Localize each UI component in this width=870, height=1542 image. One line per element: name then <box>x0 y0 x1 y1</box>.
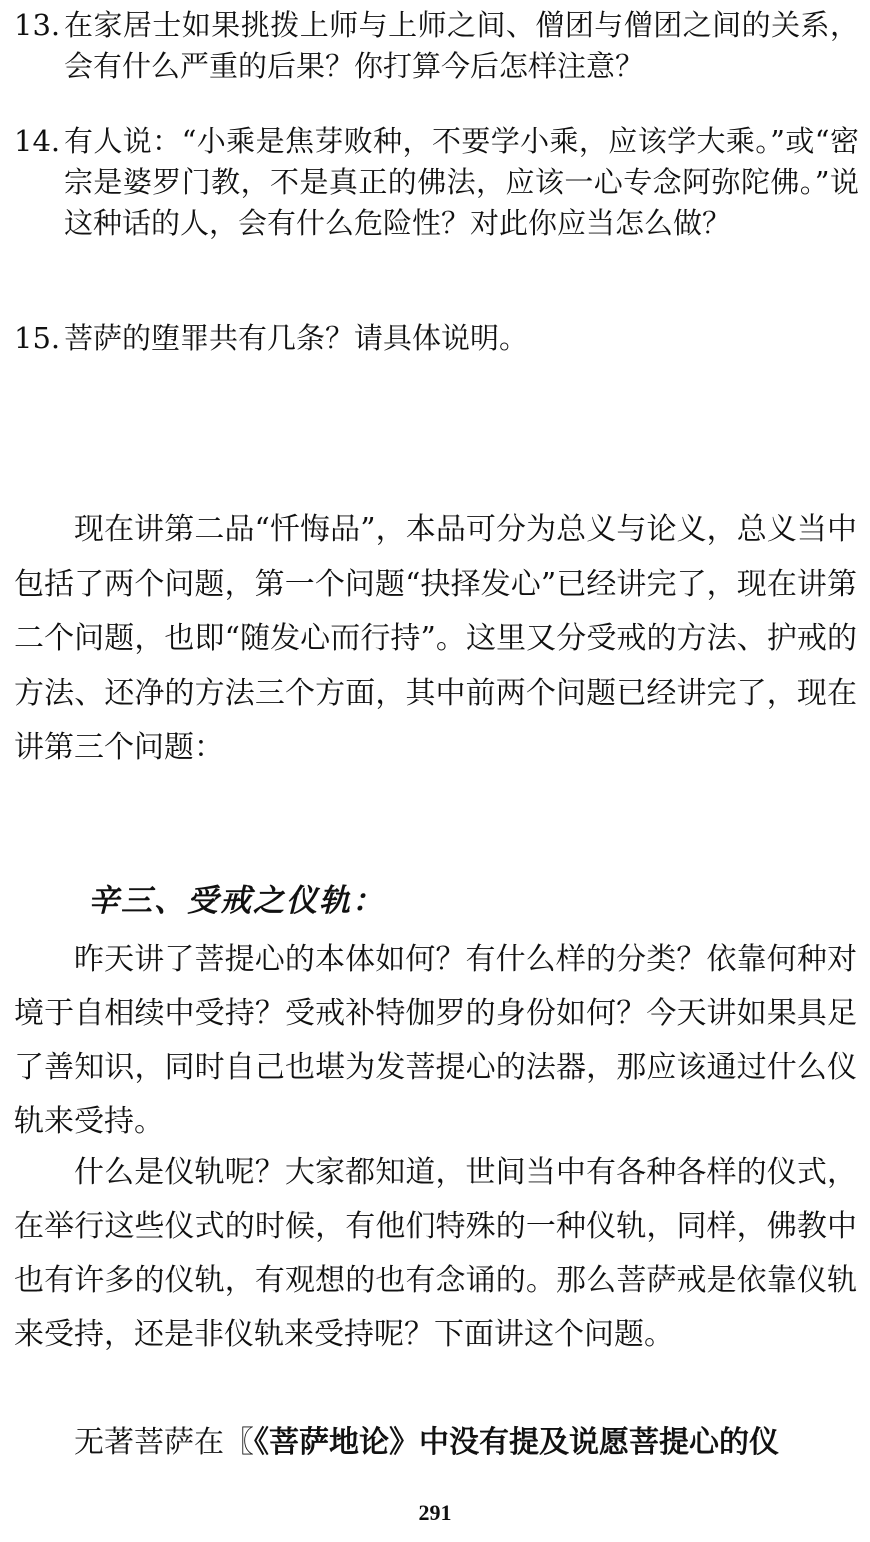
emphasized-text: 《菩萨地论》中没有提及说愿菩提心的仪 <box>254 1425 779 1460</box>
review-question-14 <box>14 121 859 244</box>
body-paragraph: 什么是仪轨呢？大家都知道，世间当中有各种各样的仪式，在举行这些仪式的时候，有他们特殊的一种仪轨，同样，佛教中也有许多的仪轨，有观想的也有念诵的。那么菩萨戒是依靠仪轨来受持，还是非仪轨来受持呢？下面讲这个问题。 <box>14 1155 857 1352</box>
question-number: 13. <box>14 8 61 42</box>
question-number: 15. <box>14 321 61 355</box>
question-number: 14. <box>14 124 61 158</box>
page-number: 291 <box>418 1500 452 1525</box>
body-paragraph: 昨天讲了菩提心的本体如何？有什么样的分类？依靠何种对境于自相续中受持？受戒补特伽罗的身份如何？今天讲如果具足了善知识，同时自己也堪为发菩提心的法器，那应该通过什么仪轨来受持。 <box>14 942 857 1139</box>
question-text: 菩萨的堕罪共有几条？请具体说明。 <box>64 321 529 355</box>
review-question-13 <box>14 5 859 87</box>
review-question-15 <box>14 318 859 359</box>
paragraph-text: 无著菩萨在〖 <box>74 1425 254 1460</box>
section-heading: 辛三、受戒之仪轨： <box>88 883 385 919</box>
body-paragraph-intro: 现在讲第二品“忏悔品”，本品可分为总义与论义，总义当中包括了两个问题，第一个问题“抉择发心”已经讲完了，现在讲第二个问题，也即“随发心而行持”。这里又分受戒的方法、护戒的方法、还净的方法三个方面，其中前两个问题已经讲完了，现在讲第三个问题： <box>14 512 857 765</box>
question-text: 有人说：“小乘是焦芽败种，不要学小乘，应该学大乘。”或“密宗是婆罗门教，不是真正的佛法，应该一心专念阿弥陀佛。”说这种话的人，会有什么危险性？对此你应当怎么做？ <box>64 124 859 240</box>
question-text: 在家居士如果挑拨上师与上师之间、僧团与僧团之间的关系，会有什么严重的后果？你打算今后怎样注意？ <box>64 8 859 83</box>
body-paragraph-continued <box>14 1416 857 1470</box>
